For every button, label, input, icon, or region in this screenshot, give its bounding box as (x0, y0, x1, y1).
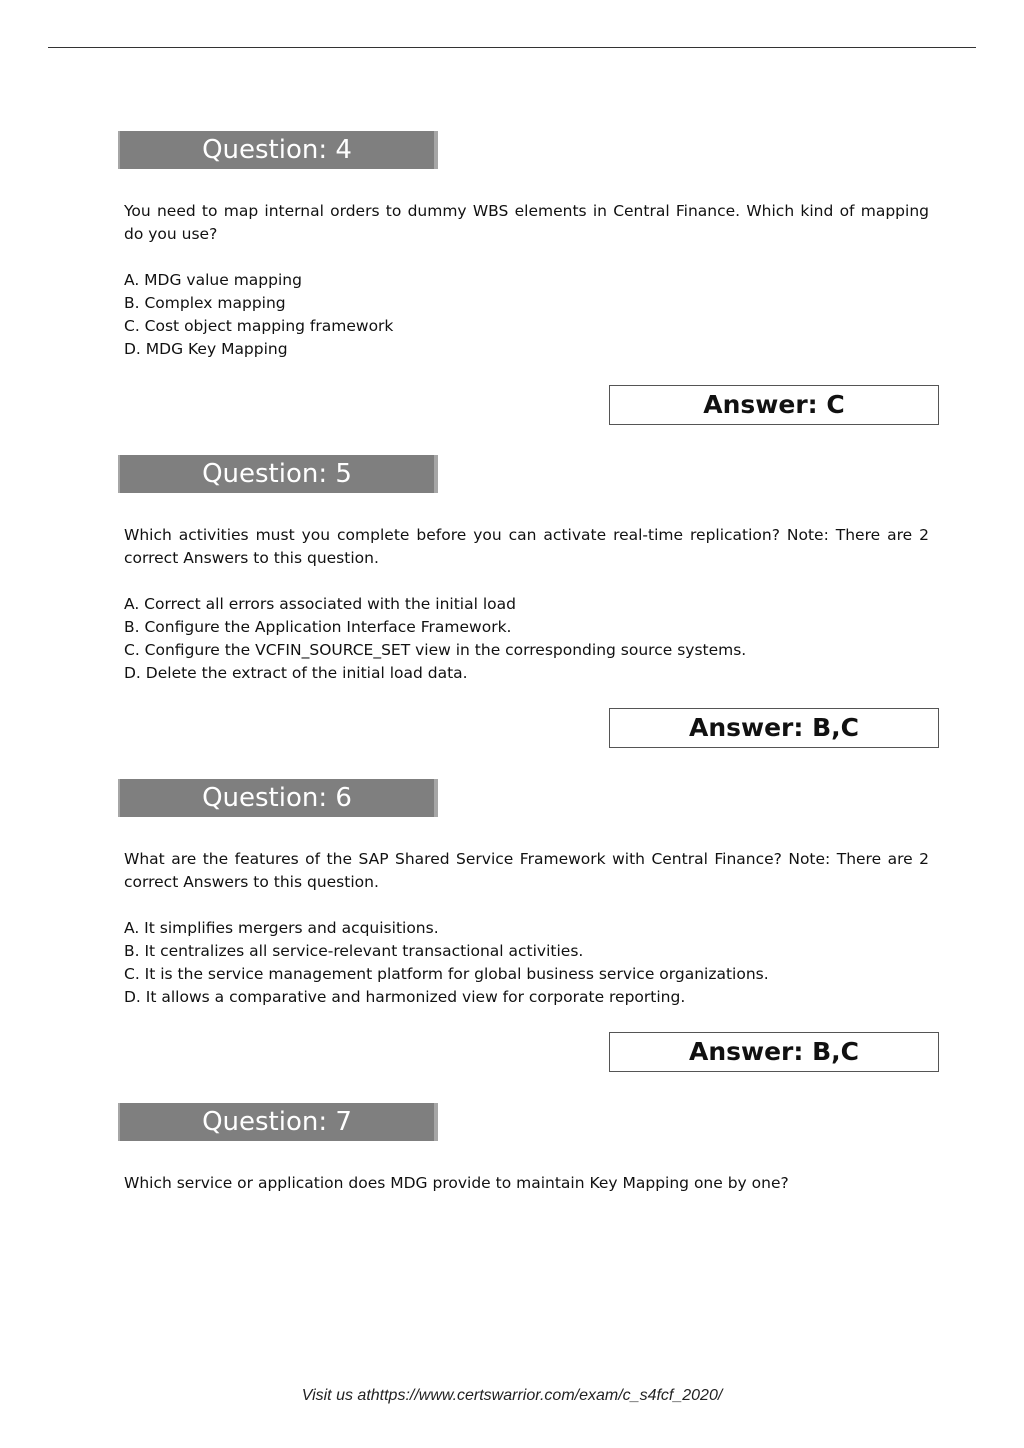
question-5-option-b: B. Configure the Application Interface Framework. (124, 618, 512, 636)
question-6-option-c: C. It is the service management platform for global business service organizations. (124, 965, 769, 983)
question-6-option-b: B. It centralizes all service-relevant transactional activities. (124, 942, 584, 960)
header-rule (48, 47, 976, 48)
question-6-option-a: A. It simplifies mergers and acquisitions. (124, 919, 439, 937)
question-5-stem: Which activities must you complete before you can activate real-time replication? Note: There are 2 correct Answers to this question. (124, 526, 929, 567)
question-6-stem: What are the features of the SAP Shared Service Framework with Central Finance? Note: There are 2 correct Answers to this question. (124, 850, 929, 891)
question-4-option-a: A. MDG value mapping (124, 271, 302, 289)
question-4-heading: Question: 4 (118, 131, 438, 169)
footer-link[interactable]: Visit us athttps://www.certswarrior.com/exam/c_s4fcf_2020/ (301, 1387, 723, 1404)
question-5-option-c: C. Configure the VCFIN_SOURCE_SET view in the corresponding source systems. (124, 641, 747, 659)
question-5-option-a: A. Correct all errors associated with the initial load (124, 595, 516, 613)
question-6-body (124, 848, 929, 1009)
question-4-option-b: B. Complex mapping (124, 294, 286, 312)
question-5-answer: Answer: B,C (609, 708, 939, 748)
question-5-body (124, 524, 929, 685)
question-4-answer: Answer: C (609, 385, 939, 425)
question-6-answer: Answer: B,C (609, 1032, 939, 1072)
question-7-stem: Which service or application does MDG provide to maintain Key Mapping one by one? (124, 1174, 789, 1192)
question-6-option-d: D. It allows a comparative and harmonized view for corporate reporting. (124, 988, 686, 1006)
question-5-heading: Question: 5 (118, 455, 438, 493)
question-4-option-c: C. Cost object mapping framework (124, 317, 394, 335)
question-7-body (124, 1172, 929, 1218)
question-4-option-d: D. MDG Key Mapping (124, 340, 288, 358)
question-4-body (124, 200, 929, 361)
question-5-option-d: D. Delete the extract of the initial load data. (124, 664, 468, 682)
question-4-stem: You need to map internal orders to dummy WBS elements in Central Finance. Which kind of mapping do you use? (124, 202, 929, 243)
question-6-heading: Question: 6 (118, 779, 438, 817)
question-7-heading: Question: 7 (118, 1103, 438, 1141)
